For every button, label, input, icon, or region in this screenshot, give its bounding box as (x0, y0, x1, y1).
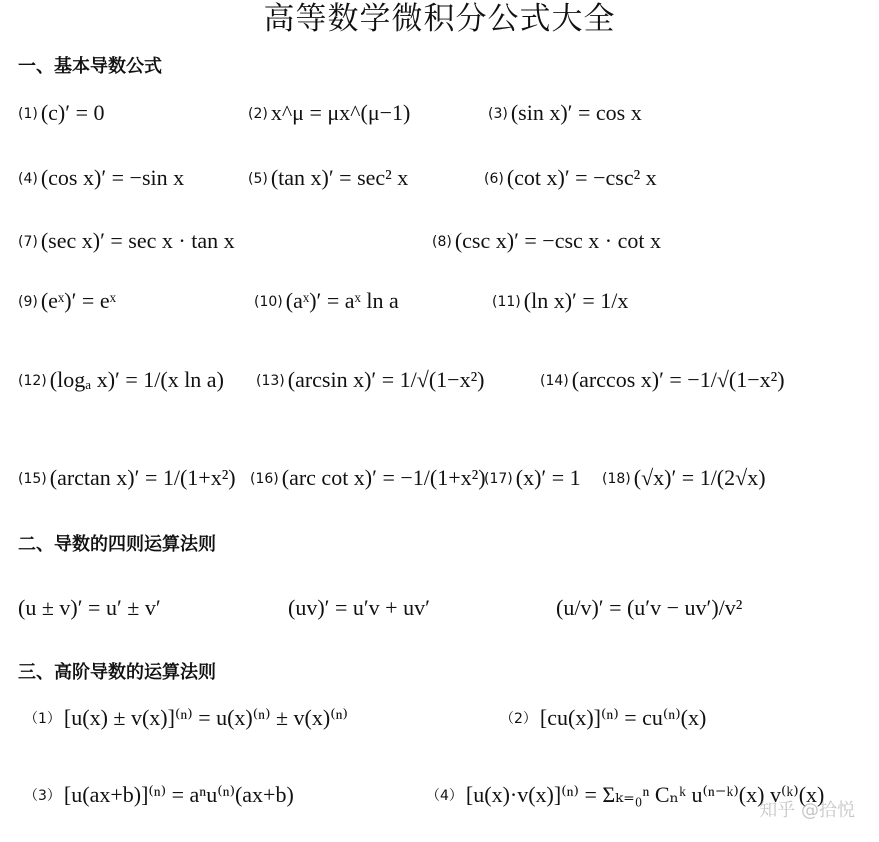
formula-expression: (eˣ)′ = eˣ (40, 288, 116, 313)
formula-expression: (sin x)′ = cos x (510, 100, 642, 125)
section-heading-basic-derivatives: 一、基本导数公式 (18, 56, 162, 77)
formula-number: (3) (488, 106, 508, 122)
formula-expression: (sec x)′ = sec x · tan x (40, 228, 235, 253)
formula-7 (18, 228, 235, 254)
formula-12 (18, 367, 224, 393)
formula-expression: (arctan x)′ = 1/(1+x²) (49, 465, 236, 490)
formula-number: （2） (500, 711, 537, 727)
formula-16 (250, 465, 486, 491)
formula-number: (6) (484, 171, 504, 187)
formula-expression: (√x)′ = 1/(2√x) (633, 465, 766, 490)
formula-number: (2) (248, 106, 268, 122)
formula-expression: (ln x)′ = 1/x (523, 288, 629, 313)
formula-1 (18, 100, 104, 126)
section-heading-higher-order: 三、高阶导数的运算法则 (18, 662, 216, 683)
formula-number: (10) (254, 294, 283, 310)
formula-18 (602, 465, 766, 491)
formula-number: (17) (484, 471, 513, 487)
formula-number: (15) (18, 471, 47, 487)
formula-14 (540, 367, 785, 393)
rule-quotient (556, 595, 742, 621)
formula-number: (4) (18, 171, 38, 187)
rule-product (288, 595, 430, 621)
formula-expression: (arc cot x)′ = −1/(1+x²) (281, 465, 486, 490)
formula-expression: [cu(x)]⁽ⁿ⁾ = cu⁽ⁿ⁾(x) (539, 705, 707, 730)
formula-number: （3） (24, 788, 61, 804)
formula-expression: (u ± v)′ = u′ ± v′ (18, 595, 161, 620)
formula-expression: (c)′ = 0 (40, 100, 105, 125)
formula-8 (432, 228, 661, 254)
section-heading-arithmetic-rules: 二、导数的四则运算法则 (18, 534, 216, 555)
higher-formula-1 (24, 705, 348, 731)
formula-9 (18, 288, 116, 314)
formula-expression: (csc x)′ = −csc x · cot x (454, 228, 662, 253)
formula-number: （1） (24, 711, 61, 727)
formula-expression: (cos x)′ = −sin x (40, 165, 185, 190)
higher-formula-2 (500, 705, 706, 731)
formula-17 (484, 465, 581, 491)
formula-expression: x^μ = μx^(μ−1) (270, 100, 411, 125)
formula-3 (488, 100, 642, 126)
formula-expression: (tan x)′ = sec² x (270, 165, 409, 190)
formula-expression: [u(x) ± v(x)]⁽ⁿ⁾ = u(x)⁽ⁿ⁾ ± v(x)⁽ⁿ⁾ (63, 705, 348, 730)
rule-sum (18, 595, 161, 621)
formula-10 (254, 288, 399, 314)
formula-expression: (aˣ)′ = aˣ ln a (285, 288, 399, 313)
formula-number: (11) (492, 294, 521, 310)
formula-number: (7) (18, 234, 38, 250)
page-title: 高等数学微积分公式大全 (263, 1, 616, 37)
formula-number: (5) (248, 171, 268, 187)
formula-number: （4） (426, 788, 463, 804)
formula-expression: [u(x)·v(x)]⁽ⁿ⁾ = Σₖ₌₀ⁿ Cₙᵏ u⁽ⁿ⁻ᵏ⁾(x) v⁽ᵏ⁾(x) (465, 782, 825, 807)
formula-number: (14) (540, 373, 569, 389)
watermark: 知乎 @拾悦 (759, 800, 855, 821)
formula-expression: (arccos x)′ = −1/√(1−x²) (571, 367, 785, 392)
formula-expression: (logₐ x)′ = 1/(x ln a) (49, 367, 224, 392)
formula-4 (18, 165, 184, 191)
formula-number: (8) (432, 234, 452, 250)
formula-number: (12) (18, 373, 47, 389)
formula-15 (18, 465, 236, 491)
formula-number: (9) (18, 294, 38, 310)
formula-expression: (x)′ = 1 (515, 465, 581, 490)
formula-5 (248, 165, 408, 191)
formula-2 (248, 100, 410, 126)
formula-number: (16) (250, 471, 279, 487)
formula-number: (18) (602, 471, 631, 487)
formula-number: (13) (256, 373, 285, 389)
formula-expression: (cot x)′ = −csc² x (506, 165, 657, 190)
formula-expression: [u(ax+b)]⁽ⁿ⁾ = aⁿu⁽ⁿ⁾(ax+b) (63, 782, 294, 807)
formula-13 (256, 367, 485, 393)
formula-expression: (u/v)′ = (u′v − uv′)/v² (556, 595, 743, 620)
formula-6 (484, 165, 657, 191)
formula-expression: (arcsin x)′ = 1/√(1−x²) (287, 367, 485, 392)
formula-expression: (uv)′ = u′v + uv′ (288, 595, 430, 620)
higher-formula-3 (24, 782, 294, 808)
formula-number: (1) (18, 106, 38, 122)
formula-11 (492, 288, 628, 314)
